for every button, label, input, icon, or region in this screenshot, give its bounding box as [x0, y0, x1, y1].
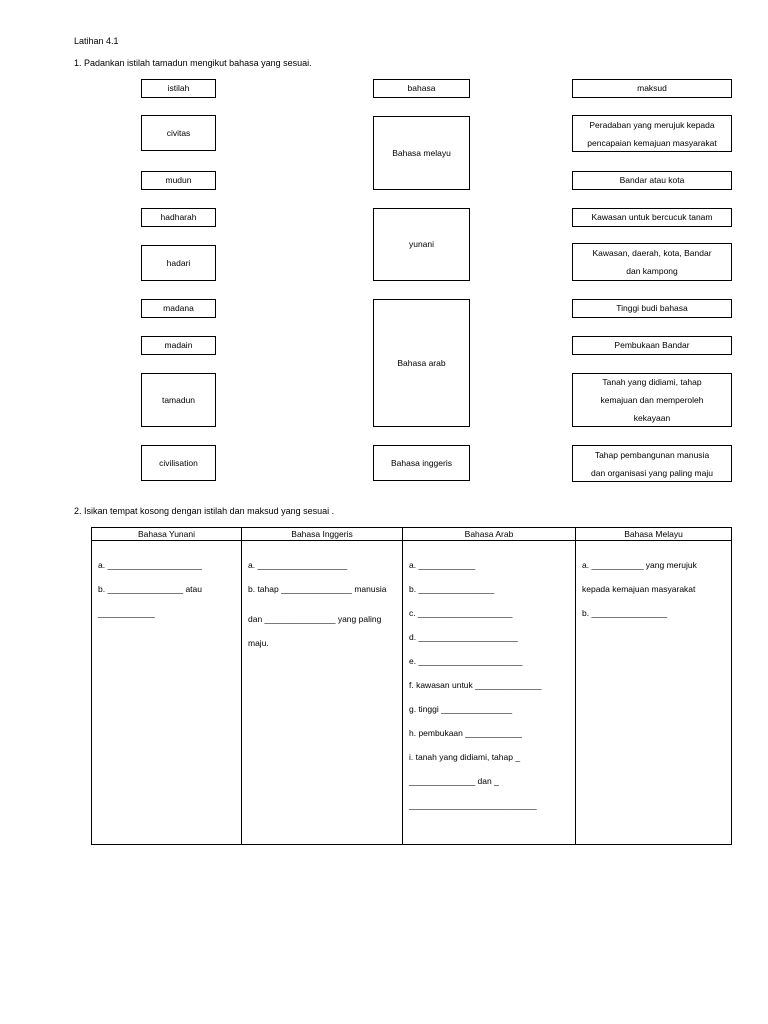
term-civilisation: civilisation [141, 445, 216, 481]
answer-line: a. ____________ [409, 560, 476, 570]
answer-line: a. ____________________ [98, 560, 202, 570]
meaning-line: pencapaian kemajuan masyarakat [587, 137, 717, 148]
meaning-line: Tahap pembangunan manusia [594, 449, 710, 460]
header-maksud: maksud [572, 79, 732, 98]
language-bahasa-arab: Bahasa arab [373, 299, 470, 427]
language-bahasa-inggeris: Bahasa inggeris [373, 445, 470, 481]
language-bahasa-melayu: Bahasa melayu [373, 116, 470, 190]
answer-line: f. kawasan untuk ______________ [409, 680, 542, 690]
meaning-box: Kawasan untuk bercucuk tanam [572, 208, 732, 227]
meaning-line: kemajuan dan memperoleh [600, 395, 704, 405]
meaning-line: Tanah yang didiami, tahap [602, 377, 702, 387]
header-istilah: istilah [141, 79, 216, 98]
meaning-box [572, 115, 732, 152]
answer-line: c. ____________________ [409, 608, 513, 618]
answer-line: dan _______________ yang paling maju. [248, 614, 382, 648]
term-madain: madain [141, 336, 216, 355]
table-header-row [92, 528, 732, 541]
answer-line: b. ________________ [409, 584, 495, 594]
term-hadari: hadari [141, 245, 216, 281]
page-title: Latihan 4.1 [74, 36, 119, 46]
melayu-answers [576, 541, 732, 845]
meaning-box [572, 243, 732, 281]
answer-line: a. ___________ yang merujuk [582, 560, 697, 570]
meaning-box [572, 373, 732, 427]
meaning-line: Kawasan, daerah, kota, Bandar [592, 248, 712, 258]
meaning-box: Pembukaan Bandar [572, 336, 732, 355]
answer-line: b. ________________ atau [98, 584, 202, 594]
answer-line: e. ______________________ [409, 656, 523, 666]
meaning-box [572, 445, 732, 482]
meaning-line: dan kampong [626, 266, 678, 276]
answer-line: g. tinggi _______________ [409, 704, 513, 714]
answer-line: i. tanah yang didiami, tahap _ [409, 752, 521, 762]
term-mudun: mudun [141, 171, 216, 190]
term-hadharah: hadharah [141, 208, 216, 227]
answer-line: d. _____________________ [409, 632, 518, 642]
column-header-arab: Bahasa Arab [403, 528, 576, 541]
column-header-inggeris: Bahasa Inggeris [242, 528, 403, 541]
meaning-line: dan organisasi yang paling maju [591, 467, 713, 478]
arab-answers [403, 541, 576, 845]
answer-line: b. ________________ [582, 608, 668, 618]
answer-line: ____________ [98, 608, 155, 618]
answer-line: ______________ dan _ [409, 776, 499, 786]
inggeris-answers [242, 541, 403, 845]
meaning-line: kekayaan [633, 413, 671, 423]
table-body-row [92, 541, 732, 845]
question-1-instruction: 1. Padankan istilah tamadun mengikut bahasa yang sesuai. [74, 58, 312, 68]
language-yunani: yunani [373, 208, 470, 281]
answer-line: ___________________________ [409, 800, 537, 810]
column-header-melayu: Bahasa Melayu [576, 528, 732, 541]
fill-in-table [91, 527, 732, 845]
meaning-line: Peradaban yang merujuk kepada [589, 119, 715, 130]
meaning-box: Tinggi budi bahasa [572, 299, 732, 318]
term-tamadun: tamadun [141, 373, 216, 427]
meaning-box: Bandar atau kota [572, 171, 732, 190]
header-bahasa: bahasa [373, 79, 470, 98]
term-madana: madana [141, 299, 216, 318]
answer-line: b. tahap _______________ manusia [248, 584, 387, 594]
yunani-answers [92, 541, 242, 845]
column-header-yunani: Bahasa Yunani [92, 528, 242, 541]
answer-line: kepada kemajuan masyarakat [582, 584, 696, 594]
answer-line: h. pembukaan ____________ [409, 728, 522, 738]
answer-line: a. ___________________ [248, 560, 348, 570]
question-2-instruction: 2. Isikan tempat kosong dengan istilah dan maksud yang sesuai . [74, 506, 335, 516]
term-civitas: civitas [141, 115, 216, 151]
